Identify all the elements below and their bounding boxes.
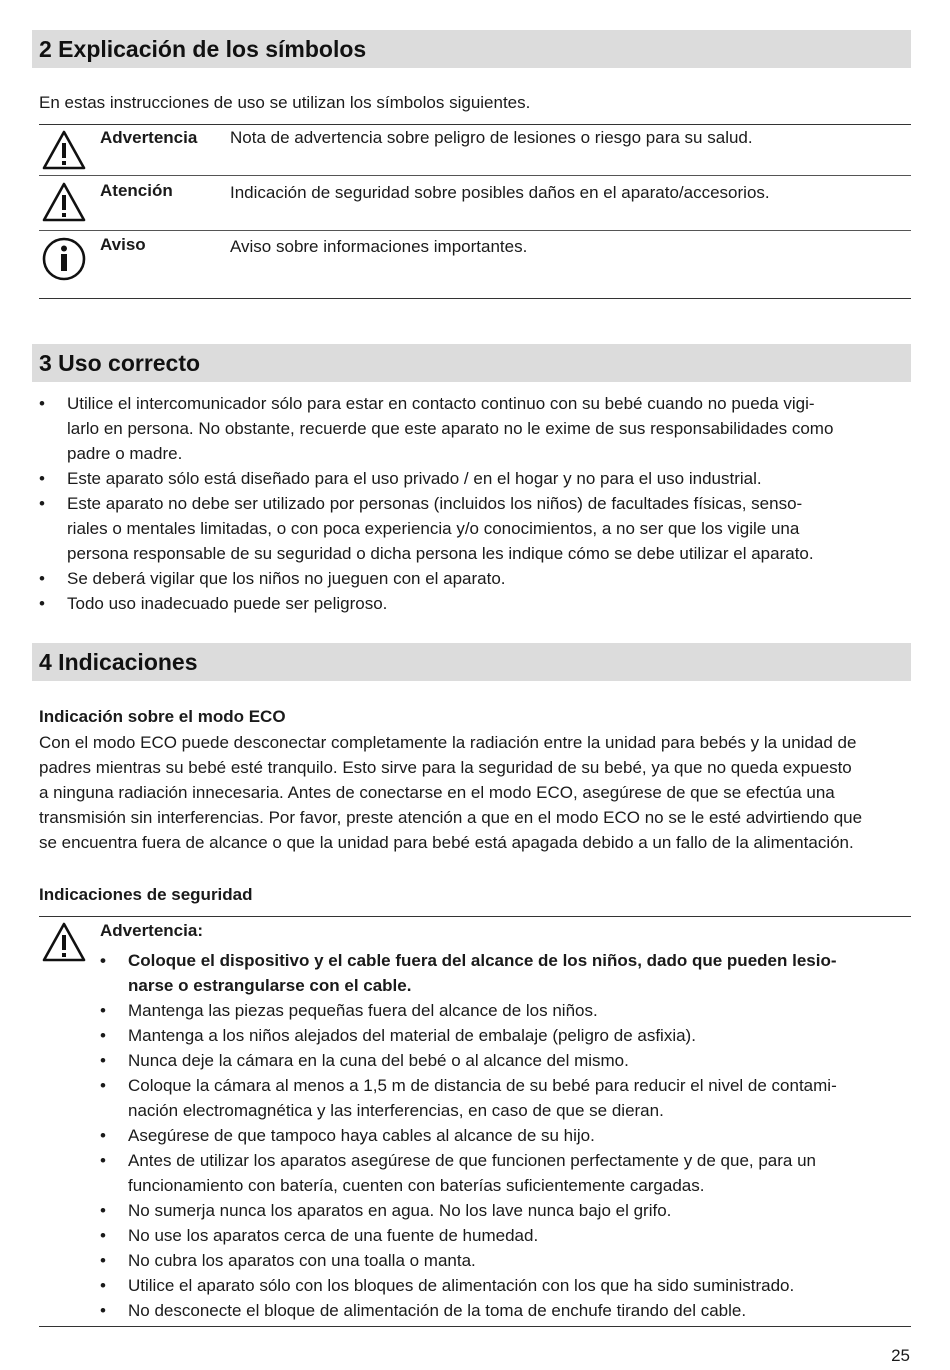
symbol-desc-advertencia: Nota de advertencia sobre peligro de lesiones o riesgo para su salud.	[230, 128, 753, 147]
list-item: • Nunca deje la cámara en la cuna del bebé o al alcance del mismo.	[100, 1051, 629, 1070]
warning-triangle-icon	[41, 920, 87, 966]
eco-mode-title: Indicación sobre el modo ECO	[39, 707, 286, 726]
list-item: • No desconecte el bloque de alimentación de la toma de enchufe tirando del cable.	[100, 1301, 747, 1320]
safety-rule-bottom	[39, 1326, 911, 1327]
section-4-header	[32, 643, 911, 681]
list-item: • No cubra los aparatos con una toalla o manta.	[100, 1251, 476, 1270]
eco-mode-text: Con el modo ECO puede desconectar completamente la radiación entre la unidad para bebés y la unidad de padres mientras su bebé esté tranquilo. Esto sirve para la seguridad de su bebé, ya que no queda expuesto a ninguna radiación innecesaria. Antes de conectarse en el modo ECO, asegúrese de que se efectúa una transmisión sin interferencias. Por favor, preste atención a que en el modo ECO no se le esté advirtiendo que se encuentra fuera de alcance o que la unidad para bebé está apagada debido a un fallo de la alimentación.	[39, 733, 863, 852]
section-2-header	[32, 30, 911, 68]
safety-rule-top	[39, 916, 911, 917]
usage-list	[39, 391, 913, 616]
list-item: • Coloque el dispositivo y el cable fuera del alcance de los niños, dado que pueden lesio- narse o estrangularse con el cable.	[100, 951, 837, 995]
list-item: • Antes de utilizar los aparatos asegúrese de que funcionen perfectamente y de que, para un funcionamiento con batería, cuenten con baterías suficientemente cargadas.	[100, 1151, 817, 1195]
table-rule	[39, 175, 911, 176]
page-number: 25	[891, 1346, 910, 1365]
safety-title: Indicaciones de seguridad	[39, 885, 253, 904]
symbol-name-atencion: Atención	[100, 181, 173, 200]
list-item: • Este aparato no debe ser utilizado por personas (incluidos los niños) de facultades físicas, senso- riales o mentales limitadas, o con poca experiencia y/o conocimientos, a no ser que los vigile una persona responsable de su seguridad o dicha persona les indique cómo se debe utilizar el aparato.	[39, 494, 814, 563]
table-rule	[39, 230, 911, 231]
section-2-title: 2 Explicación de los símbolos	[39, 36, 367, 62]
symbols-intro: En estas instrucciones de uso se utilizan los símbolos siguientes.	[39, 93, 531, 112]
symbol-desc-atencion: Indicación de seguridad sobre posibles daños en el aparato/accesorios.	[230, 183, 770, 202]
list-item: • Todo uso inadecuado puede ser peligroso.	[39, 594, 388, 613]
list-item: • Coloque la cámara al menos a 1,5 m de distancia de su bebé para reducir el nivel de contami- nación electromagnética y las interferencias, en caso de que se dieran.	[100, 1076, 837, 1120]
section-4-title: 4 Indicaciones	[39, 649, 198, 675]
warning-triangle-icon	[41, 128, 87, 174]
list-item: • No use los aparatos cerca de una fuente de humedad.	[100, 1226, 539, 1245]
list-item: • Se deberá vigilar que los niños no jueguen con el aparato.	[39, 569, 506, 588]
table-rule-top	[39, 124, 911, 125]
table-rule-bottom	[39, 298, 911, 299]
list-item: • Asegúrese de que tampoco haya cables al alcance de su hijo.	[100, 1126, 595, 1145]
warning-label: Advertencia:	[100, 921, 203, 940]
list-item: • No sumerja nunca los aparatos en agua. No los lave nunca bajo el grifo.	[100, 1201, 672, 1220]
info-circle-icon	[41, 236, 87, 282]
symbol-name-aviso: Aviso	[100, 235, 146, 254]
symbol-desc-aviso: Aviso sobre informaciones importantes.	[230, 237, 528, 256]
list-item: • Mantenga a los niños alejados del material de embalaje (peligro de asfixia).	[100, 1026, 696, 1045]
list-item: • Mantenga las piezas pequeñas fuera del alcance de los niños.	[100, 1001, 598, 1020]
list-item: • Utilice el intercomunicador sólo para estar en contacto continuo con su bebé cuando no pueda vigi- larlo en persona. No obstante, recuerde que este aparato no le exime de sus responsabilidades como padre o madre.	[39, 394, 834, 463]
symbol-name-advertencia: Advertencia	[100, 128, 198, 147]
section-3-header	[32, 344, 911, 382]
safety-list	[100, 948, 913, 1323]
list-item: • Este aparato sólo está diseñado para el uso privado / en el hogar y no para el uso industrial.	[39, 469, 762, 488]
section-3-title: 3 Uso correcto	[39, 350, 201, 376]
list-item: • Utilice el aparato sólo con los bloques de alimentación con los que ha sido suministrado.	[100, 1276, 795, 1295]
warning-triangle-icon	[41, 180, 87, 226]
